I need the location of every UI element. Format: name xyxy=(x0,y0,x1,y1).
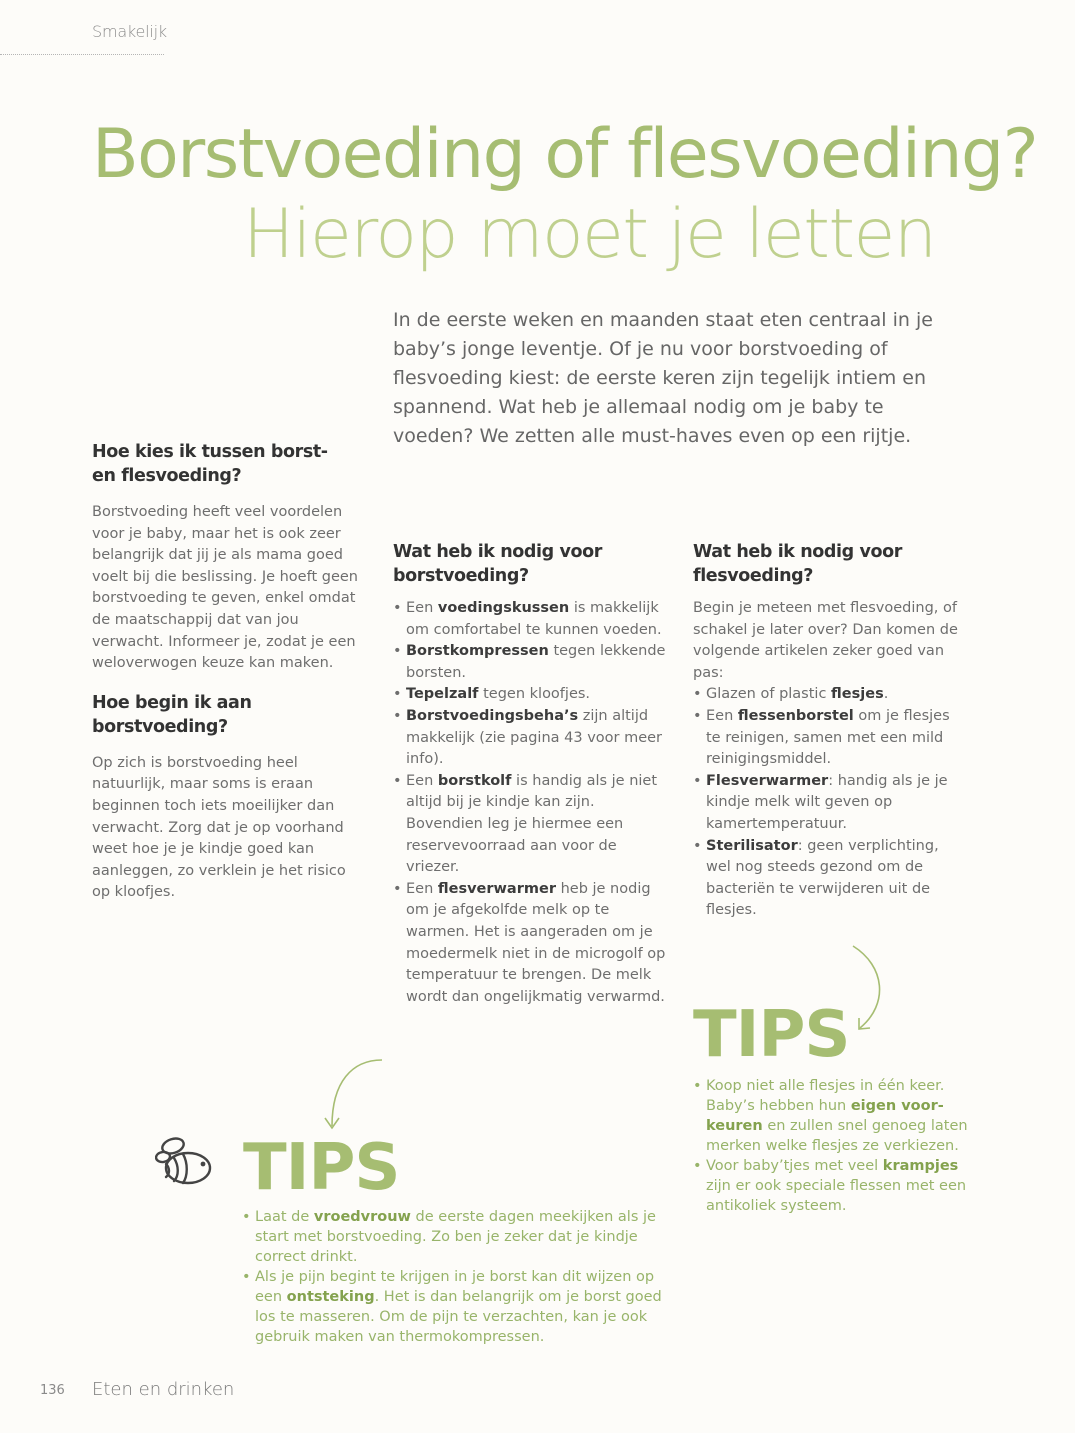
tip-item: • Koop niet alle flesjes in één keer. Baby’s hebben hun eigen voor-keuren en zullen snel genoeg laten merken welke flesjes ze verkiezen. xyxy=(693,1076,968,1156)
heading-choose: Hoe kies ik tussen borst- en flesvoeding? xyxy=(92,442,328,486)
list-item: • Een flessenborstel om je flesjes te reinigen, samen met een mild reinigingsmiddel. xyxy=(693,706,968,771)
list-item: • Sterilisator: geen verplichting, wel nog steeds gezond om de bacteriën te verwijderen uit de flesjes. xyxy=(693,836,968,922)
list-item: • Flesverwarmer: handig als je je kindje melk wilt geven op kamertemperatuur. xyxy=(693,771,968,836)
bottle-intro: Begin je meteen met flesvoeding, of schakel je later over? Dan komen de volgende artikelen zeker goed van pas: xyxy=(693,600,958,681)
section-name: Eten en drinken xyxy=(92,1379,235,1400)
heading-start: Hoe begin ik aan borstvoeding? xyxy=(92,692,252,737)
curved-arrow-icon xyxy=(318,1056,388,1132)
page-number: 136 xyxy=(40,1383,65,1398)
tips-list-left xyxy=(242,1207,662,1347)
paragraph-start: Op zich is borstvoeding heel natuurlijk, maar soms is eraan beginnen toch iets moeilijker dan verwacht. Zorg dat je op voorhand weet hoe je je kindje goed kan aanleggen, zo verklein je het risico op kloofjes. xyxy=(92,754,346,901)
column-bottle-needs xyxy=(693,540,968,922)
list-item: • Tepelzalf tegen kloofjes. xyxy=(393,684,668,706)
list-item: • Een borstkolf is handig als je niet altijd bij je kindje kan zijn. Bovendien leg je hiermee een reservevoorraad aan voor de vriezer. xyxy=(393,771,668,879)
column-choose xyxy=(92,440,368,924)
header-divider xyxy=(0,54,164,55)
tips-heading-left: TIPS xyxy=(243,1131,400,1205)
running-head: Smakelijk xyxy=(92,22,167,41)
tip-item: • Laat de vroedvrouw de eerste dagen meekijken als je start met borstvoeding. Zo ben je zeker dat je kindje correct drinkt. xyxy=(242,1207,662,1267)
page-subtitle: Hierop moet je letten xyxy=(243,195,936,274)
list-item: • Een flesverwarmer heb je nodig om je afgekolfde melk op te warmen. Het is aangeraden om je moedermelk niet in de microgolf op temperatuur te brengen. De melk wordt dan ongelijkmatig verwarmd. xyxy=(393,879,668,1009)
intro-paragraph: In de eerste weken en maanden staat eten centraal in je baby’s jonge leventje. Of je nu voor borstvoeding of flesvoeding kiest: de eerste keren zijn tegelijk intiem en spannend. Wat heb je allemaal nodig om je baby te voeden? We zetten alle must-haves even op een rijtje. xyxy=(393,309,933,447)
breastfeeding-list xyxy=(393,598,668,1008)
list-item: • Borstkompressen tegen lekkende borsten. xyxy=(393,641,668,684)
heading-breastfeeding-needs: Wat heb ik nodig voor borstvoeding? xyxy=(393,542,602,586)
bee-icon xyxy=(155,1134,217,1190)
page-title: Borstvoeding of flesvoeding? xyxy=(92,115,1038,194)
heading-bottle-needs: Wat heb ik nodig voor flesvoeding? xyxy=(693,542,902,586)
bottle-list xyxy=(693,684,968,922)
list-item: • Een voedingskussen is makkelijk om comfortabel te kunnen voeden. xyxy=(393,598,668,641)
list-item: • Glazen of plastic flesjes. xyxy=(693,684,968,706)
list-item: • Borstvoedingsbeha’s zijn altijd makkelijk (zie pagina 43 voor meer info). xyxy=(393,706,668,771)
column-breastfeeding-needs xyxy=(393,540,668,1008)
tips-heading-right: TIPS xyxy=(693,998,850,1072)
curved-arrow-icon xyxy=(845,942,895,1034)
tip-item: • Voor baby’tjes met veel krampjes zijn er ook speciale flessen met een antikoliek systeem. xyxy=(693,1156,968,1216)
tip-item: • Als je pijn begint te krijgen in je borst kan dit wijzen op een ontsteking. Het is dan belangrijk om je borst goed los te masseren. Om de pijn te verzachten, kan je ook gebruik maken van thermokompressen. xyxy=(242,1267,662,1347)
tips-list-right xyxy=(693,1076,968,1216)
paragraph-choose: Borstvoeding heeft veel voordelen voor je baby, maar het is ook zeer belangrijk dat jij je als mama goed voelt bij die beslissing. Je hoeft geen borstvoeding te geven, enkel omdat de maatschappij dat van jou verwacht. Informeer je, zodat je een weloverwogen keuze kan maken. xyxy=(92,504,358,672)
